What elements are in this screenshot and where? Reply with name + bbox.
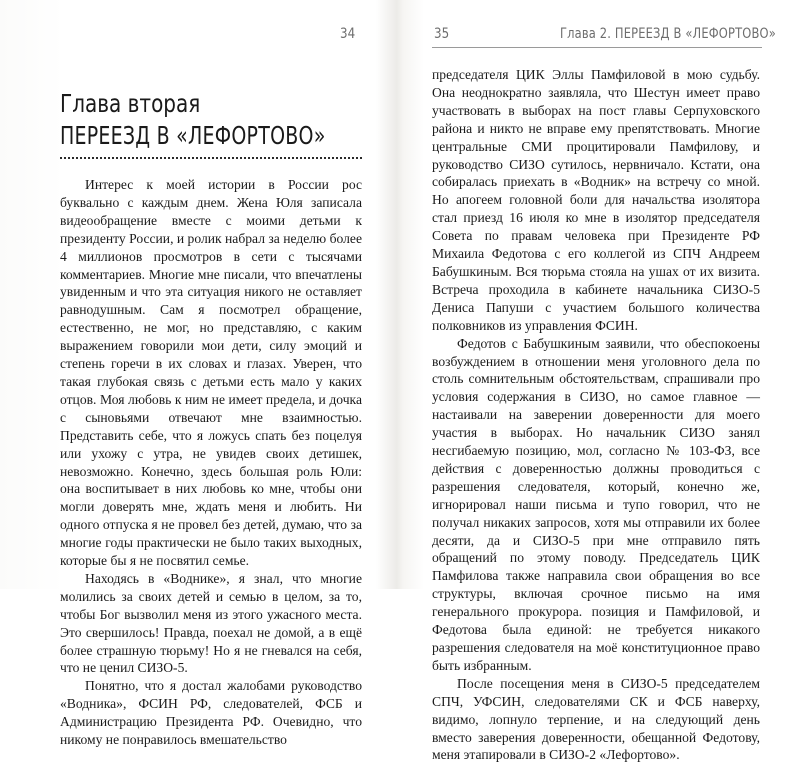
chapter-label: Глава вторая bbox=[60, 89, 201, 118]
paragraph: Федотов с Бабушкиным заявили, что обеспокоены возбуждением в отношении меня уголовного дела по столь сомнительным обстоятельствам, спрашивали про условия содержания в СИЗО, но самое главное — настаивали на заверении доверенности для моего участия в выборах. Но начальник СИЗО занял несгибаемую позицию, мол, согласно № 103-ФЗ, все действия с доверенностью должны проводиться с разрешения следователя, который, конечно же, игнорировал наши письма и тупо говорил, что не получал никаких запросов, хотя мы отправили их более десяти, да и СИЗО-5 при мне отправило пять обращений по этому поводу. Председатель ЦИК Памфилова также направила свои обращения во все структуры, включая срочное письмо на имя генерального прокурора. позиция и Памфиловой, и Федотова была единой: не требуется никакого разрешения следователя на моё конституционное право быть избранным. bbox=[432, 335, 760, 673]
running-head: Глава 2. ПЕРЕЕЗД В «ЛЕФОРТОВО» bbox=[560, 26, 776, 42]
chapter-title: ПЕРЕЕЗД В «ЛЕФОРТОВО» bbox=[60, 121, 326, 150]
paragraph: председателя ЦИК Эллы Памфиловой в мою судьбу. Она неоднократно заявляла, что Шестун имеет право участвовать в выборах на пост главы Серпуховского района и никто не вправе ему препятствовать. Многие центральные СМИ процитировали Памфилову, и руководство СИЗО сутилось, нервничало. Кстати, она собиралась приехать в «Водник» на встречу со мной. Но апогеем головной боли для начальства изолятора стал приезд 16 июля ко мне в изолятор председателя Совета по правам человека при Президенте РФ Михаила Федотова с его коллегой из СПЧ Андреем Бабушкиным. Вся тюрьма стояла на ушах от их визита. Встреча проходила в кабинете начальника СИЗО-5 Дениса Папуши с участием большого количества полковников из управления ФСИН. bbox=[432, 67, 760, 333]
page-number-right: 35 bbox=[434, 26, 450, 42]
running-head-rule bbox=[432, 47, 762, 48]
dotted-divider bbox=[60, 157, 362, 159]
right-page-body bbox=[432, 66, 760, 764]
paragraph: Находясь в «Воднике», я знал, что многие молились за своих детей и семью в целом, за то, чтобы Бог вызволил меня из этого ужасного места. Это свершилось! Правда, поехал не домой, а в ещё более страшную тюрьму! Но я не гневался на себя, что не ценил СИЗО-5. bbox=[60, 570, 362, 676]
paragraph: После посещения меня в СИЗО-5 председателем СПЧ, УФСИН, следователями СК и ФСБ наверху, видимо, лопнуло терпение, и на следующий день вместо заверения доверенности, обещанной Федотову, меня этапировали в СИЗО-2 «Лефортово». bbox=[432, 675, 760, 763]
left-page-body bbox=[60, 176, 362, 749]
page-number-left: 34 bbox=[340, 26, 356, 42]
paragraph: Понятно, что я достал жалобами руководство «Водника», ФСИН РФ, следователей, ФСБ и Администрацию Президента РФ. Очевидно, что никому не понравилось вмешательство bbox=[60, 678, 362, 748]
paragraph: Интерес к моей истории в России рос буквально с каждым днем. Жена Юля записала видеообращение вместе с моими детьми к президенту России, и ролик набрал за неделю более 4 миллионов просмотров в сети с тысячами комментариев. Многие мне писали, что впечатлены увиденным и что эта ситуация никого не оставляет равнодушным. Сам я посмотрел обращение, естественно, не мог, но представляю, с каким выражением говорили мои дети, силу эмоций и степень горечи в их словах и глазах. Уверен, что такая глубокая связь с детьми есть мало у каких отцов. Моя любовь к ним не имеет предела, и дочка с сыновьями отвечают мне взаимностью. Представить себе, что я ложусь спать без поцелуя или ухожу с утра, не увидев своих детишек, невозможно. Конечно, здесь большая роль Юли: она воспитывает в них любовь ко мне, чтобы они могли доверять мне, ждать меня и любить. Ни одного отпуска я не провел без детей, думаю, что за многие годы практически не было таких выходных, которые бы я не посвятил семье. bbox=[60, 177, 362, 569]
